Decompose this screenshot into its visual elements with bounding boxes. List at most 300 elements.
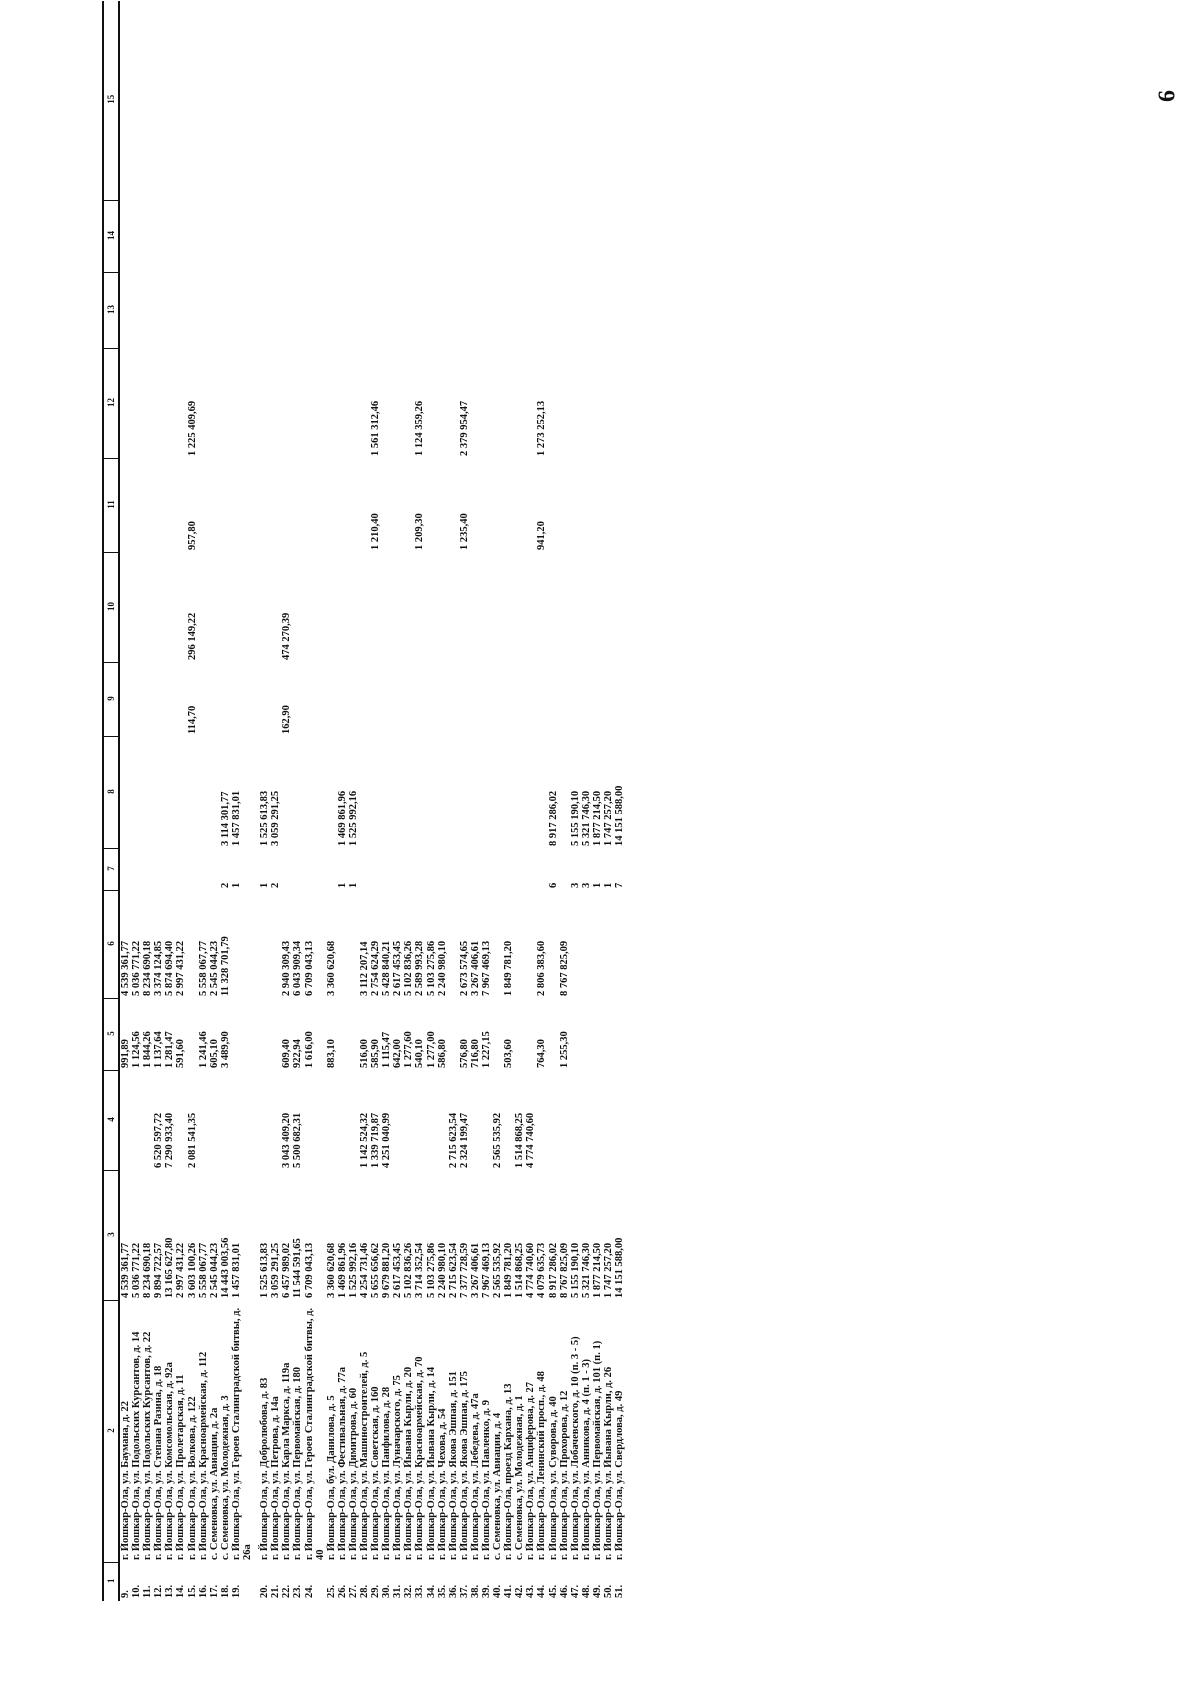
value-cell (220, 1, 231, 201)
value-cell: 1 877 214,50 (591, 790, 603, 846)
value-cell (525, 999, 536, 1071)
address-cell: г. Йошкар-Ола, ул. Первомайская, д. 180 (292, 1366, 304, 1560)
value-cell: 2 589 993,28 (414, 940, 426, 996)
value-cell (337, 1, 348, 201)
value-cell (131, 201, 142, 273)
value-cell (481, 1071, 492, 1171)
value-cell (548, 459, 559, 553)
value-cell (231, 273, 253, 349)
value-cell (536, 737, 547, 849)
value-cell (281, 273, 292, 349)
value-cell (292, 201, 303, 273)
value-cell (270, 999, 281, 1071)
value-cell: 4 251 040,99 (381, 1112, 393, 1168)
value-cell: 1 616,00 (303, 1031, 315, 1068)
value-cell: 3 603 100,26 (186, 1242, 198, 1298)
value-cell (119, 349, 131, 459)
value-cell (481, 349, 492, 459)
value-cell: 5 558 067,77 (197, 1242, 209, 1298)
value-cell (304, 849, 326, 891)
value-cell (253, 459, 270, 553)
value-cell: 7 967 469,13 (481, 1242, 492, 1298)
table-row (548, 1, 559, 1601)
value-cell (270, 663, 281, 737)
table-row (175, 1, 186, 1601)
row-number-cell: 36. (447, 1584, 459, 1598)
value-cell: 716,80 (469, 1039, 481, 1068)
value-cell: 1 (230, 882, 242, 888)
value-cell: 1 210,40 (370, 513, 382, 550)
value-cell: 605,10 (208, 1039, 220, 1068)
value-cell: 1 115,47 (381, 1031, 393, 1068)
value-cell (603, 1071, 614, 1171)
column-header: 13 (103, 273, 119, 349)
value-cell (231, 1071, 253, 1171)
value-cell (359, 273, 370, 349)
value-cell: 1 281,47 (164, 1031, 176, 1068)
value-cell (337, 459, 348, 553)
value-cell: 2 (219, 882, 231, 888)
value-cell (187, 273, 198, 349)
address-cell: г. Йошкар-Ола, ул. Комсомольская, д. 92а (164, 1362, 176, 1560)
value-cell (164, 663, 175, 737)
address-cell: г. Йошкар-Ола, ул. Волкова, д. 122 (186, 1396, 198, 1560)
value-cell (142, 349, 153, 459)
row-number-cell: 23. (292, 1584, 304, 1598)
value-cell: 883,10 (325, 1039, 337, 1068)
value-cell (426, 553, 437, 663)
table-row (209, 1, 220, 1601)
value-cell (492, 459, 503, 553)
value-cell: 5 155 190,10 (569, 1242, 581, 1298)
value-cell (481, 663, 492, 737)
value-cell: 14 151 588,00 (614, 1237, 626, 1298)
value-cell (175, 553, 186, 663)
value-cell (253, 891, 270, 999)
row-number-cell: 49. (591, 1584, 603, 1598)
value-cell (503, 1, 514, 201)
value-cell: 3 360 620,68 (325, 940, 337, 996)
value-cell (164, 459, 175, 553)
value-cell: 1 (603, 882, 615, 888)
value-cell (153, 849, 164, 891)
value-cell (119, 1, 131, 201)
value-cell (381, 349, 392, 459)
value-cell (426, 349, 437, 459)
value-cell (392, 1, 403, 201)
value-cell: 2 715 623,54 (447, 1242, 459, 1298)
value-cell: 8 234 690,18 (142, 940, 154, 996)
rotated-table-container (102, 1, 1102, 1601)
value-cell (614, 1071, 625, 1171)
address-cell: г. Йошкар-Ола, ул. Йывана Кырли, д. 26 (603, 1366, 615, 1560)
value-cell (292, 553, 303, 663)
value-cell: 576,80 (458, 1039, 470, 1068)
value-cell: 2 997 431,22 (175, 940, 187, 996)
value-cell (119, 273, 131, 349)
value-cell (470, 459, 481, 553)
value-cell (448, 849, 459, 891)
value-cell (270, 1, 281, 201)
value-cell (570, 273, 581, 349)
value-cell (337, 999, 348, 1071)
row-number-cell: 20. (259, 1584, 271, 1598)
value-cell (437, 273, 448, 349)
value-cell (525, 849, 536, 891)
value-cell: 162,90 (281, 705, 293, 734)
value-cell: 2 715 623,54 (447, 1112, 459, 1168)
value-cell: 2 673 574,65 (458, 940, 470, 996)
value-cell: 2 324 199,47 (458, 1112, 470, 1168)
value-cell (270, 553, 281, 663)
value-cell (270, 201, 281, 273)
value-cell (131, 849, 142, 891)
value-cell (581, 1071, 592, 1171)
value-cell (603, 663, 614, 737)
value-cell (281, 459, 292, 553)
value-cell: 3 360 620,68 (325, 1242, 337, 1298)
table-row (570, 1, 581, 1601)
address-cell: г. Йошкар-Ола, проезд Кархана, д. 13 (503, 1383, 515, 1560)
value-cell (142, 201, 153, 273)
value-cell (198, 663, 209, 737)
value-cell (536, 1071, 547, 1171)
value-cell (470, 553, 481, 663)
value-cell (292, 737, 303, 849)
value-cell (470, 349, 481, 459)
address-cell: г. Йошкар-Ола, бул. Данилова, д. 5 (325, 1395, 337, 1560)
row-number-cell: 22. (281, 1584, 293, 1598)
table-row (592, 1, 603, 1601)
value-cell (175, 1, 186, 201)
value-cell: 1 142 524,32 (358, 1112, 370, 1168)
value-cell (614, 663, 625, 737)
value-cell: 8 917 286,02 (547, 1242, 559, 1298)
value-cell (326, 459, 337, 553)
value-cell (220, 459, 231, 553)
row-number-cell: 29. (370, 1584, 382, 1598)
row-number-cell: 19. (230, 1584, 242, 1598)
value-cell: 9 894 722,57 (153, 1242, 165, 1298)
value-cell (326, 349, 337, 459)
value-cell (603, 459, 614, 553)
value-cell (359, 553, 370, 663)
value-cell (614, 553, 625, 663)
value-cell (570, 349, 581, 459)
value-cell (437, 737, 448, 849)
value-cell (281, 737, 292, 849)
table-row (448, 1, 459, 1601)
value-cell (559, 459, 570, 553)
value-cell (503, 459, 514, 553)
value-cell (492, 273, 503, 349)
value-cell (481, 459, 492, 553)
column-header: 4 (103, 1071, 119, 1171)
value-cell (414, 849, 425, 891)
value-cell (470, 1071, 481, 1171)
value-cell: 1 (591, 882, 603, 888)
address-cell: г. Йошкар-Ола, ул. Чехова, д. 54 (436, 1408, 448, 1560)
value-cell: 540,10 (414, 1039, 426, 1068)
value-cell (514, 553, 525, 663)
value-cell (448, 999, 459, 1071)
row-number-cell: 32. (403, 1584, 415, 1598)
value-cell (292, 273, 303, 349)
value-cell (525, 553, 536, 663)
value-cell (175, 663, 186, 737)
value-cell (503, 201, 514, 273)
row-number-cell: 25. (325, 1584, 337, 1598)
value-cell (481, 1, 492, 201)
table-row (403, 1, 414, 1601)
address-cell: г. Йошкар-Ола, ул. Машиностроителей, д. 5 (358, 1351, 370, 1560)
value-cell (548, 1, 559, 201)
column-header: 14 (103, 201, 119, 273)
row-number-cell: 26. (336, 1584, 348, 1598)
table-row (503, 1, 514, 1601)
value-cell: 5 103 275,86 (425, 1242, 437, 1298)
value-cell: 5 155 190,10 (569, 790, 581, 846)
table-row (536, 1, 547, 1601)
value-cell (503, 349, 514, 459)
value-cell (448, 459, 459, 553)
value-cell: 2 545 044,23 (208, 1242, 220, 1298)
value-cell (503, 273, 514, 349)
value-cell (592, 891, 603, 999)
table-row (359, 1, 370, 1601)
value-cell (548, 999, 559, 1071)
value-cell (448, 1, 459, 201)
value-cell (131, 737, 142, 849)
value-cell: 1 525 992,16 (347, 790, 359, 846)
value-cell (304, 663, 326, 737)
value-cell: 1 (336, 882, 348, 888)
value-cell (281, 1, 292, 201)
value-cell: 7 967 469,13 (481, 940, 492, 996)
address-cell: г. Йошкар-Ола, ул. Подольских Курсантов, д. 14 (131, 1331, 143, 1560)
value-cell (525, 273, 536, 349)
value-cell (581, 999, 592, 1071)
value-cell: 1 561 312,46 (370, 400, 382, 456)
value-cell (514, 891, 525, 999)
value-cell: 1 277,00 (425, 1031, 437, 1068)
address-cell: с. Семеновка, ул. Авиации, д. 4 (492, 1412, 504, 1560)
value-cell (403, 849, 414, 891)
table-row (370, 1, 381, 1601)
value-cell (231, 459, 253, 553)
table-row (131, 1, 142, 1601)
row-number-cell: 14. (175, 1584, 187, 1598)
table-row (270, 1, 281, 1601)
value-cell (581, 891, 592, 999)
value-cell (231, 891, 253, 999)
value-cell (603, 349, 614, 459)
value-cell (326, 553, 337, 663)
value-cell (614, 891, 625, 999)
value-cell (426, 1071, 437, 1171)
value-cell (426, 1, 437, 201)
value-cell: 1 525 992,16 (347, 1242, 359, 1298)
value-cell (392, 201, 403, 273)
value-cell (326, 849, 337, 891)
value-cell (175, 273, 186, 349)
value-cell (381, 201, 392, 273)
value-cell (448, 891, 459, 999)
column-header: 8 (103, 737, 119, 849)
value-cell (470, 201, 481, 273)
value-cell (592, 1, 603, 201)
value-cell (592, 553, 603, 663)
value-cell: 2 379 954,47 (458, 400, 470, 456)
value-cell: 2 565 535,92 (492, 1112, 504, 1168)
value-cell: 3 267 406,61 (469, 1242, 481, 1298)
value-cell (209, 737, 220, 849)
value-cell (119, 663, 131, 737)
value-cell (131, 273, 142, 349)
value-cell (592, 349, 603, 459)
value-cell (304, 1, 326, 201)
value-cell: 3 (580, 882, 592, 888)
value-cell: 2 617 453,45 (392, 1242, 404, 1298)
value-cell: 4 539 361,77 (120, 940, 131, 996)
row-number-cell: 45. (547, 1584, 559, 1598)
value-cell (359, 737, 370, 849)
value-cell: 2 545 044,23 (208, 940, 220, 996)
value-cell (131, 1, 142, 201)
value-cell (414, 737, 425, 849)
value-cell (459, 201, 470, 273)
value-cell (525, 349, 536, 459)
value-cell (359, 349, 370, 459)
value-cell (175, 349, 186, 459)
value-cell: 642,00 (392, 1039, 404, 1068)
value-cell (492, 201, 503, 273)
address-cell: г. Йошкар-Ола, ул. Баумана, д. 22 (120, 1401, 131, 1560)
value-cell (153, 553, 164, 663)
column-header: 11 (103, 459, 119, 553)
value-cell: 1 469 861,96 (336, 790, 348, 846)
value-cell: 2 617 453,45 (392, 940, 404, 996)
value-cell (548, 273, 559, 349)
value-cell (292, 349, 303, 459)
value-cell (392, 459, 403, 553)
row-number-cell: 15. (186, 1584, 198, 1598)
table-row (231, 1, 253, 1601)
value-cell: 1 (259, 882, 271, 888)
row-number-cell: 12. (153, 1584, 165, 1598)
value-cell (292, 1, 303, 201)
value-cell (175, 459, 186, 553)
table-row (614, 1, 625, 1601)
value-cell: 5 103 275,86 (425, 940, 437, 996)
value-cell (119, 737, 131, 849)
value-cell (142, 849, 153, 891)
value-cell: 2 081 541,35 (186, 1112, 198, 1168)
value-cell (220, 273, 231, 349)
value-cell (525, 663, 536, 737)
value-cell (209, 273, 220, 349)
value-cell (426, 201, 437, 273)
column-header: 6 (103, 891, 119, 999)
value-cell (392, 273, 403, 349)
value-cell (581, 349, 592, 459)
value-cell: 1 469 861,96 (336, 1242, 348, 1298)
value-cell (492, 849, 503, 891)
row-number-cell: 42. (514, 1584, 526, 1598)
value-cell (592, 1071, 603, 1171)
value-cell: 591,60 (175, 1039, 187, 1068)
value-cell (381, 849, 392, 891)
value-cell (198, 1071, 209, 1171)
value-cell (348, 201, 359, 273)
value-cell (220, 201, 231, 273)
value-cell (437, 1, 448, 201)
row-number-cell: 17. (208, 1584, 220, 1598)
row-number-cell: 31. (392, 1584, 404, 1598)
value-cell: 941,20 (536, 521, 548, 550)
value-cell (281, 201, 292, 273)
value-cell (348, 273, 359, 349)
value-cell (536, 849, 547, 891)
value-cell (481, 849, 492, 891)
value-cell (392, 1071, 403, 1171)
value-cell (253, 1071, 270, 1171)
value-cell (292, 849, 303, 891)
address-cell: г. Йошкар-Ола, Ленинский просп., д. 48 (536, 1371, 548, 1560)
value-cell: 1 (347, 882, 359, 888)
column-header: 10 (103, 553, 119, 663)
value-cell (337, 273, 348, 349)
value-cell (348, 459, 359, 553)
table-row (281, 1, 292, 1601)
value-cell: 2 806 383,60 (536, 940, 548, 996)
value-cell (603, 999, 614, 1071)
value-cell (164, 349, 175, 459)
value-cell: 6 (547, 882, 559, 888)
value-cell: 1 877 214,50 (591, 1242, 603, 1298)
value-cell: 2 (270, 882, 282, 888)
value-cell: 3 374 124,85 (153, 940, 165, 996)
value-cell (437, 201, 448, 273)
value-cell (304, 349, 326, 459)
address-cell: г. Йошкар-Ола, ул. Свердлова, д. 49 (614, 1390, 626, 1560)
value-cell (536, 273, 547, 349)
row-number-cell: 30. (381, 1584, 393, 1598)
table-row (142, 1, 153, 1601)
value-cell (437, 1071, 448, 1171)
value-cell (142, 737, 153, 849)
value-cell (164, 273, 175, 349)
address-cell: г. Йошкар-Ола, ул. Панфилова, д. 28 (381, 1386, 393, 1560)
value-cell (142, 553, 153, 663)
value-cell (304, 553, 326, 663)
value-cell (175, 737, 186, 849)
address-cell: г. Йошкар-Ола, ул. Йывана Кырли, д. 20 (403, 1366, 415, 1560)
value-cell (381, 663, 392, 737)
row-number-cell: 9. (120, 1590, 131, 1598)
value-cell: 2 754 624,29 (370, 940, 382, 996)
value-cell (403, 349, 414, 459)
value-cell: 5 321 746,30 (580, 1242, 592, 1298)
value-cell (603, 273, 614, 349)
value-cell (292, 663, 303, 737)
value-cell (548, 663, 559, 737)
address-cell: с. Семеновка, ул. Молодежная, д. 1 (514, 1395, 526, 1560)
value-cell: 1 273 252,13 (536, 400, 548, 456)
value-cell (426, 849, 437, 891)
value-cell (525, 1, 536, 201)
value-cell: 609,40 (281, 1039, 293, 1068)
